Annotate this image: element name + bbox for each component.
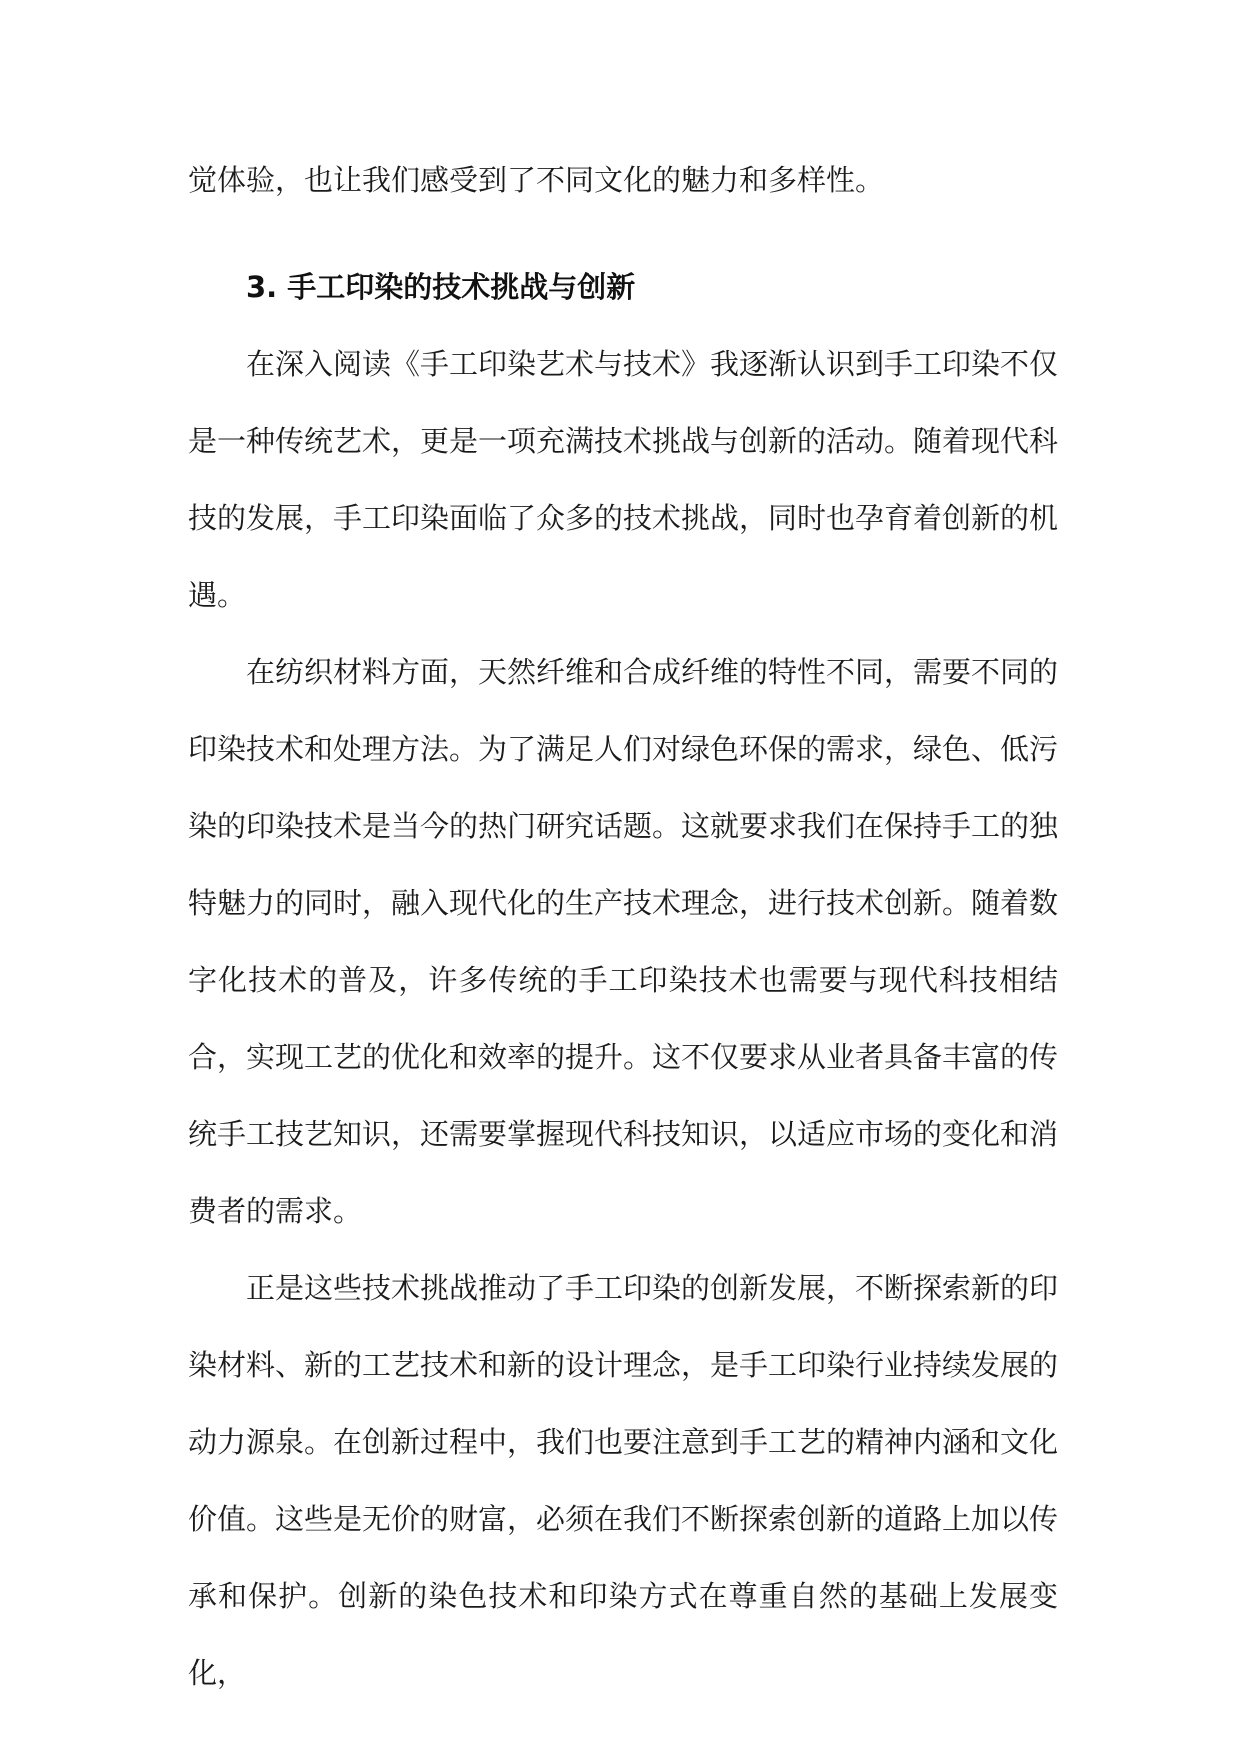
body-paragraph-1: 在深入阅读《手工印染艺术与技术》我逐渐认识到手工印染不仅是一种传统艺术，更是一项充满技术挑战与创新的活动。随着现代科技的发展，手工印染面临了众多的技术挑战，同时也孕育着创新的机遇。: [188, 347, 1059, 612]
body-paragraph-3: 正是这些技术挑战推动了手工印染的创新发展，不断探索新的印染材料、新的工艺技术和新的设计理念，是手工印染行业持续发展的动力源泉。在创新过程中，我们也要注意到手工艺的精神内涵和文化价值。这些是无价的财富，必须在我们不断探索创新的道路上加以传承和保护。创新的染色技术和印染方式在尊重自然的基础上发展变化，: [188, 1271, 1059, 1690]
section-heading: 3. 手工印染的技术挑战与创新: [246, 270, 636, 304]
body-paragraph-2: 在纺织材料方面，天然纤维和合成纤维的特性不同，需要不同的印染技术和处理方法。为了满足人们对绿色环保的需求，绿色、低污染的印染技术是当今的热门研究话题。这就要求我们在保持手工的独特魅力的同时，融入现代化的生产技术理念，进行技术创新。随着数字化技术的普及，许多传统的手工印染技术也需要与现代科技相结合，实现工艺的优化和效率的提升。这不仅要求从业者具备丰富的传统手工技艺知识，还需要掌握现代科技知识，以适应市场的变化和消费者的需求。: [188, 655, 1059, 1228]
document-body: [188, 142, 1058, 1712]
continuation-paragraph: 觉体验，也让我们感受到了不同文化的魅力和多样性。: [188, 163, 885, 197]
spacer: [188, 219, 1058, 249]
